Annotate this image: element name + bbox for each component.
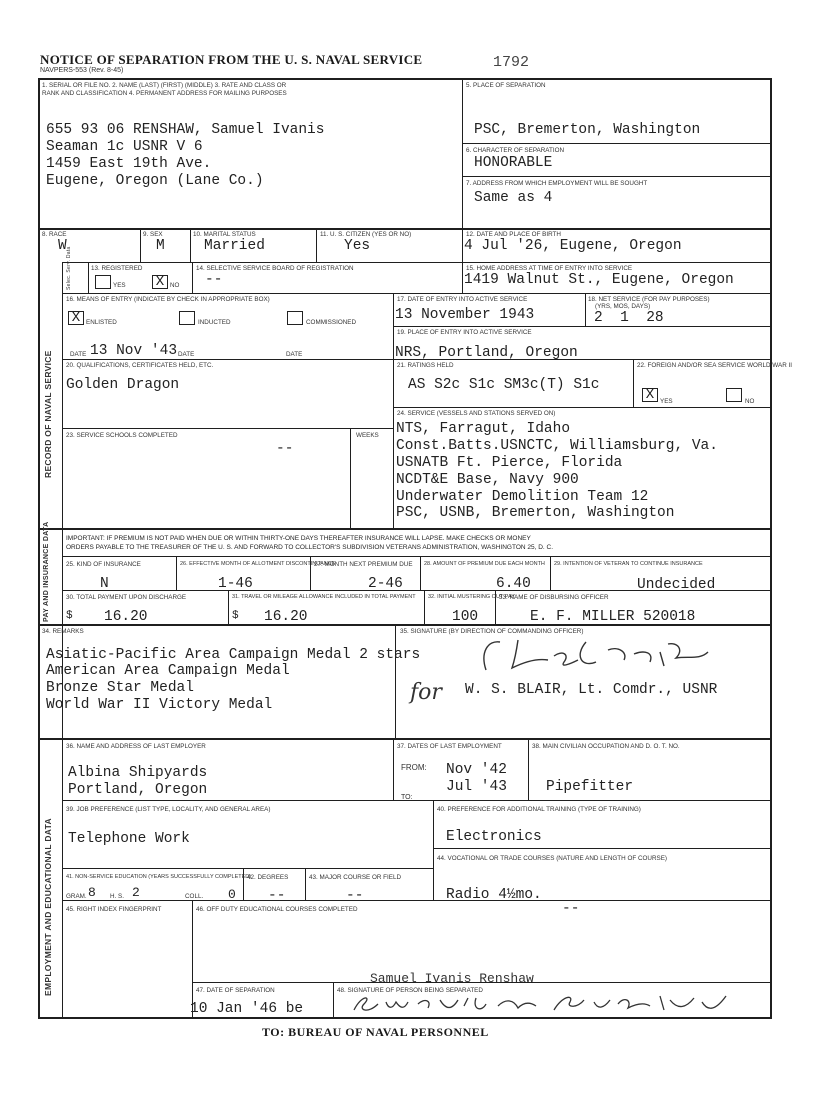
service-line-6: PSC, USNB, Bremerton, Washington — [396, 505, 675, 521]
rule-16 — [62, 293, 771, 294]
label-19: 19. PLACE OF ENTRY INTO ACTIVE SERVICE — [397, 329, 532, 336]
rule-7 — [462, 176, 771, 177]
birth-field: 4 Jul '26, Eugene, Oregon — [464, 238, 682, 254]
label-27: 27. MONTH NEXT PREMIUM DUE — [314, 561, 413, 568]
label-45: 45. RIGHT INDEX FINGERPRINT — [66, 906, 162, 913]
entry-date-field: 13 Nov '43 — [90, 343, 178, 359]
label-date-2: DATE — [178, 351, 195, 358]
home-address-field: 1419 Walnut St., Eugene, Oregon — [464, 272, 734, 288]
rule-v-26 — [176, 556, 177, 590]
label-28: 28. AMOUNT OF PREMIUM DUE EACH MONTH — [424, 561, 545, 567]
label-hs: H. S. — [110, 893, 124, 900]
side-record-label: RECORD OF NAVAL SERVICE — [43, 350, 53, 478]
allotment-month-field: 1-46 — [218, 576, 253, 592]
label-13-yes: YES — [113, 282, 126, 289]
label-from: FROM: — [401, 763, 427, 772]
commissioned-checkbox — [287, 311, 303, 325]
label-41: 41. NON-SERVICE EDUCATION (YEARS SUCCESSFULLY COMPLETED) — [66, 874, 252, 880]
label-13-no: NO — [170, 282, 180, 289]
label-9: 9. SEX — [143, 231, 163, 238]
service-line-2: Const.Batts.USNCTC, Williamsburg, Va. — [396, 438, 718, 454]
vocational-dash: -- — [562, 901, 580, 917]
rule-13 — [62, 262, 771, 263]
rule-v-22 — [633, 359, 634, 407]
label-48: 48. SIGNATURE OF PERSON BEING SEPARATED — [337, 987, 483, 994]
insurance-kind-field: N — [100, 576, 109, 592]
label-37: 37. DATES OF LAST EMPLOYMENT — [397, 743, 502, 750]
rule-45 — [62, 900, 771, 901]
premium-amount-field: 6.40 — [496, 576, 531, 592]
label-22-no: NO — [745, 398, 755, 405]
important-notice-1: IMPORTANT: IF PREMIUM IS NOT PAID WHEN DUE OR WITHIN THIRTY-ONE DAYS THEREAFTER INSURANCE WILL LAPSE. MAKE CHECKS OR MONEY — [66, 535, 531, 542]
label-10: 10. MARITAL STATUS — [193, 231, 256, 238]
label-11: 11. U. S. CITIZEN (YES OR NO) — [320, 231, 412, 238]
rule-44 — [433, 848, 771, 849]
label-46: 46. OFF DUTY EDUCATIONAL COURSES COMPLETED — [196, 906, 358, 913]
inducted-checkbox — [179, 311, 195, 325]
label-16: 16. MEANS OF ENTRY (INDICATE BY CHECK IN APPROPRIATE BOX) — [66, 296, 270, 303]
employ-from-field: Nov '42 — [446, 762, 507, 778]
label-35: 35. SIGNATURE (BY DIRECTION OF COMMANDING OFFICER) — [400, 628, 584, 635]
travel-currency: $ — [232, 610, 239, 622]
employer-city-field: Portland, Oregon — [68, 782, 208, 798]
service-line-1: NTS, Farragut, Idaho — [396, 421, 571, 437]
side-pay-label: PAY AND INSURANCE DATA — [43, 521, 50, 622]
officer-name-field: W. S. BLAIR, Lt. Comdr., USNR — [465, 682, 718, 698]
typed-name-field: Samuel Ivanis Renshaw — [370, 971, 534, 986]
rule-36 — [38, 738, 771, 740]
enlisted-checkbox: X — [68, 311, 84, 325]
travel-field: 16.20 — [264, 609, 308, 625]
mustering-out-field: 100 — [452, 609, 479, 625]
rule-41 — [62, 868, 433, 869]
label-38: 38. MAIN CIVILIAN OCCUPATION AND D. O. T. NO. — [532, 743, 680, 750]
next-premium-field: 2-46 — [368, 576, 403, 592]
rule-v-43 — [305, 868, 306, 900]
rule-top — [38, 78, 771, 80]
side-employ-label: EMPLOYMENT AND EDUCATIONAL DATA — [43, 818, 53, 996]
rule-v-35 — [395, 624, 396, 738]
separation-date-field: 10 Jan '46 be — [190, 1001, 304, 1017]
vocational-field: Radio 4½mo. — [446, 887, 542, 903]
label-47: 47. DATE OF SEPARATION — [196, 987, 275, 994]
net-service-field: 2 1 28 — [594, 310, 664, 326]
service-schools-field: -- — [276, 441, 294, 457]
qualifications-field: Golden Dragon — [66, 377, 180, 393]
label-42: 42. DEGREES — [247, 874, 289, 881]
label-31: 31. TRAVEL OR MILEAGE ALLOWANCE INCLUDED IN TOTAL PAYMENT — [232, 594, 416, 600]
rule-25 — [62, 556, 771, 557]
remark-line-2: American Area Campaign Medal — [46, 663, 290, 679]
registered-no-checkbox: X — [152, 275, 168, 289]
marital-status-field: Married — [204, 238, 265, 254]
character-of-separation-field: HONORABLE — [474, 155, 553, 171]
label-12: 12. DATE AND PLACE OF BIRTH — [466, 231, 561, 238]
city-field: Eugene, Oregon (Lane Co.) — [46, 173, 264, 189]
place-of-entry-field: NRS, Portland, Oregon — [395, 345, 578, 361]
label-22-yes: YES — [660, 398, 673, 405]
label-6: 6. CHARACTER OF SEPARATION — [466, 147, 565, 154]
total-payment-currency: $ — [66, 610, 73, 622]
label-36: 36. NAME AND ADDRESS OF LAST EMPLOYER — [66, 743, 206, 750]
label-29: 29. INTENTION OF VETERAN TO CONTINUE INSURANCE — [554, 561, 703, 567]
job-preference-field: Telephone Work — [68, 831, 190, 847]
label-weeks: WEEKS — [356, 432, 379, 439]
label-1-4: 1. SERIAL OR FILE NO. 2. NAME (LAST) (FIRST) (MIDDLE) 3. RATE AND CLASS OR — [42, 82, 287, 89]
form-number: NAVPERS-553 (Rev. 8-45) — [40, 67, 124, 74]
rate-field: Seaman 1c USNR V 6 — [46, 139, 203, 155]
rule-39 — [62, 800, 771, 801]
insurance-intent-field: Undecided — [637, 577, 716, 593]
label-commissioned: COMMISSIONED — [306, 319, 357, 326]
rule-v-side — [62, 262, 63, 1018]
label-5: 5. PLACE OF SEPARATION — [466, 82, 546, 89]
label-14: 14. SELECTIVE SERVICE BOARD OF REGISTRATION — [196, 265, 354, 272]
label-43: 43. MAJOR COURSE OR FIELD — [309, 874, 402, 881]
label-1-4b: RANK AND CLASSIFICATION 4. PERMANENT ADDRESS FOR MAILING PURPOSES — [42, 90, 287, 97]
citizen-field: Yes — [344, 238, 371, 254]
stamp-number: 1792 — [493, 54, 530, 71]
rule-v-17 — [393, 293, 394, 528]
service-line-4: NCDT&E Base, Navy 900 — [396, 472, 579, 488]
footer-destination: TO: BUREAU OF NAVAL PERSONNEL — [262, 1025, 489, 1039]
training-preference-field: Electronics — [446, 829, 542, 845]
label-8: 8. RACE — [42, 231, 67, 238]
label-24: 24. SERVICE (VESSELS AND STATIONS SERVED ON) — [397, 410, 556, 417]
label-date-1: DATE — [70, 351, 87, 358]
service-line-5: Underwater Demolition Team 12 — [396, 489, 649, 505]
veteran-signature — [348, 990, 738, 1018]
label-enlisted: ENLISTED — [86, 319, 117, 326]
rule-v-marital — [190, 228, 191, 262]
rule-v-5 — [462, 78, 463, 228]
employ-to-field: Jul '43 — [446, 779, 507, 795]
rule-23 — [62, 428, 393, 429]
label-44: 44. VOCATIONAL OR TRADE COURSES (NATURE AND LENGTH OF COURSE) — [437, 855, 667, 862]
label-21: 21. RATINGS HELD — [397, 362, 454, 369]
rule-v-37 — [393, 738, 394, 800]
occupation-field: Pipefitter — [546, 779, 634, 795]
label-22: 22. FOREIGN AND/OR SEA SERVICE WORLD WAR II — [637, 362, 793, 369]
rule-24 — [393, 407, 771, 408]
rule-v-31 — [228, 590, 229, 624]
employment-address-field: Same as 4 — [474, 190, 553, 206]
rule-v-12 — [462, 228, 463, 293]
registered-yes-checkbox — [95, 275, 111, 289]
rule-v-48 — [333, 982, 334, 1018]
important-notice-2: ORDERS PAYABLE TO THE TREASURER OF THE U. S. AND FORWARD TO COLLECTOR'S SUBDIVISION VETERANS ADMINISTRATION, WASHINGTON 25, D. C. — [66, 544, 554, 551]
rule-v-18 — [585, 293, 586, 326]
rule-v-40 — [433, 800, 434, 900]
rule-v-32 — [424, 590, 425, 624]
service-line-3: USNATB Ft. Pierce, Florida — [396, 455, 623, 471]
major-field: -- — [346, 888, 364, 904]
label-26: 26. EFFECTIVE MONTH OF ALLOTMENT DISCONTINUANCE — [180, 561, 336, 567]
label-13-side: Selec. Serv. Data — [66, 246, 72, 290]
label-40: 40. PREFERENCE FOR ADDITIONAL TRAINING (TYPE OF TRAINING) — [437, 806, 641, 813]
hs-years-field: 2 — [132, 885, 140, 900]
remark-line-4: World War II Victory Medal — [46, 697, 273, 713]
label-18b: (YRS, MOS, DAYS) — [595, 303, 651, 310]
race-field: W — [58, 238, 67, 254]
rule-right — [770, 78, 772, 1019]
label-23: 23. SERVICE SCHOOLS COMPLETED — [66, 432, 178, 439]
foreign-service-yes-checkbox: X — [642, 388, 658, 402]
label-33: 33. NAME OF DISBURSING OFFICER — [499, 594, 609, 601]
sex-field: M — [156, 238, 165, 254]
label-coll: COLL. — [185, 893, 204, 900]
rule-v-13a — [88, 262, 89, 293]
rule-v-sex — [140, 228, 141, 262]
rule-v-weeks — [350, 428, 351, 528]
label-gram: GRAM. — [66, 893, 87, 900]
rule-important — [38, 528, 771, 530]
rule-race — [38, 228, 771, 230]
remark-line-3: Bronze Star Medal — [46, 680, 194, 696]
remark-line-1: Asiatic-Pacific Area Campaign Medal 2 stars — [46, 647, 421, 663]
rule-v-citizen — [316, 228, 317, 262]
signature-for: for — [410, 680, 442, 705]
rule-v-29 — [550, 556, 551, 590]
rule-v-38 — [528, 738, 529, 800]
label-20: 20. QUALIFICATIONS, CERTIFICATES HELD, ETC. — [66, 362, 214, 369]
total-payment-field: 16.20 — [104, 609, 148, 625]
degrees-field: -- — [268, 888, 286, 904]
label-15: 15. HOME ADDRESS AT TIME OF ENTRY INTO SERVICE — [466, 265, 633, 272]
active-service-date-field: 13 November 1943 — [395, 307, 535, 323]
rule-v-42 — [243, 868, 244, 900]
label-25: 25. KIND OF INSURANCE — [66, 561, 141, 568]
label-13: 13. REGISTERED — [91, 265, 143, 272]
coll-years-field: 0 — [228, 887, 236, 902]
serial-name-field: 655 93 06 RENSHAW, Samuel Ivanis — [46, 122, 325, 138]
label-39: 39. JOB PREFERENCE (LIST TYPE, LOCALITY, AND GENERAL AREA) — [66, 806, 271, 813]
rule-v-28 — [420, 556, 421, 590]
label-17: 17. DATE OF ENTRY INTO ACTIVE SERVICE — [397, 296, 528, 303]
rule-6 — [462, 143, 771, 144]
label-7: 7. ADDRESS FROM WHICH EMPLOYMENT WILL BE SOUGHT — [466, 180, 648, 187]
label-32: 32. INITIAL MUSTERING OUT PAY — [428, 594, 515, 600]
selective-board-field: -- — [205, 272, 223, 288]
disbursing-officer-field: E. F. MILLER 520018 — [530, 609, 696, 625]
employer-name-field: Albina Shipyards — [68, 765, 208, 781]
place-of-separation-field: PSC, Bremerton, Washington — [474, 122, 701, 138]
rule-19 — [393, 326, 771, 327]
label-date-3: DATE — [286, 351, 303, 358]
label-30: 30. TOTAL PAYMENT UPON DISCHARGE — [66, 594, 187, 601]
label-inducted: INDUCTED — [198, 319, 231, 326]
commanding-officer-signature — [478, 632, 738, 680]
ratings-field: AS S2c S1c SM3c(T) S1c — [408, 377, 600, 393]
form-title: NOTICE OF SEPARATION FROM THE U. S. NAVAL SERVICE — [40, 52, 423, 67]
label-to: TO: — [401, 794, 413, 801]
label-34: 34. REMARKS — [42, 628, 84, 635]
label-18: 18. NET SERVICE (FOR PAY PURPOSES) — [588, 296, 710, 303]
rule-left — [38, 78, 40, 1019]
foreign-service-no-checkbox — [726, 388, 742, 402]
gram-years-field: 8 — [88, 885, 96, 900]
rule-v-13b — [192, 262, 193, 293]
address-field: 1459 East 19th Ave. — [46, 156, 212, 172]
